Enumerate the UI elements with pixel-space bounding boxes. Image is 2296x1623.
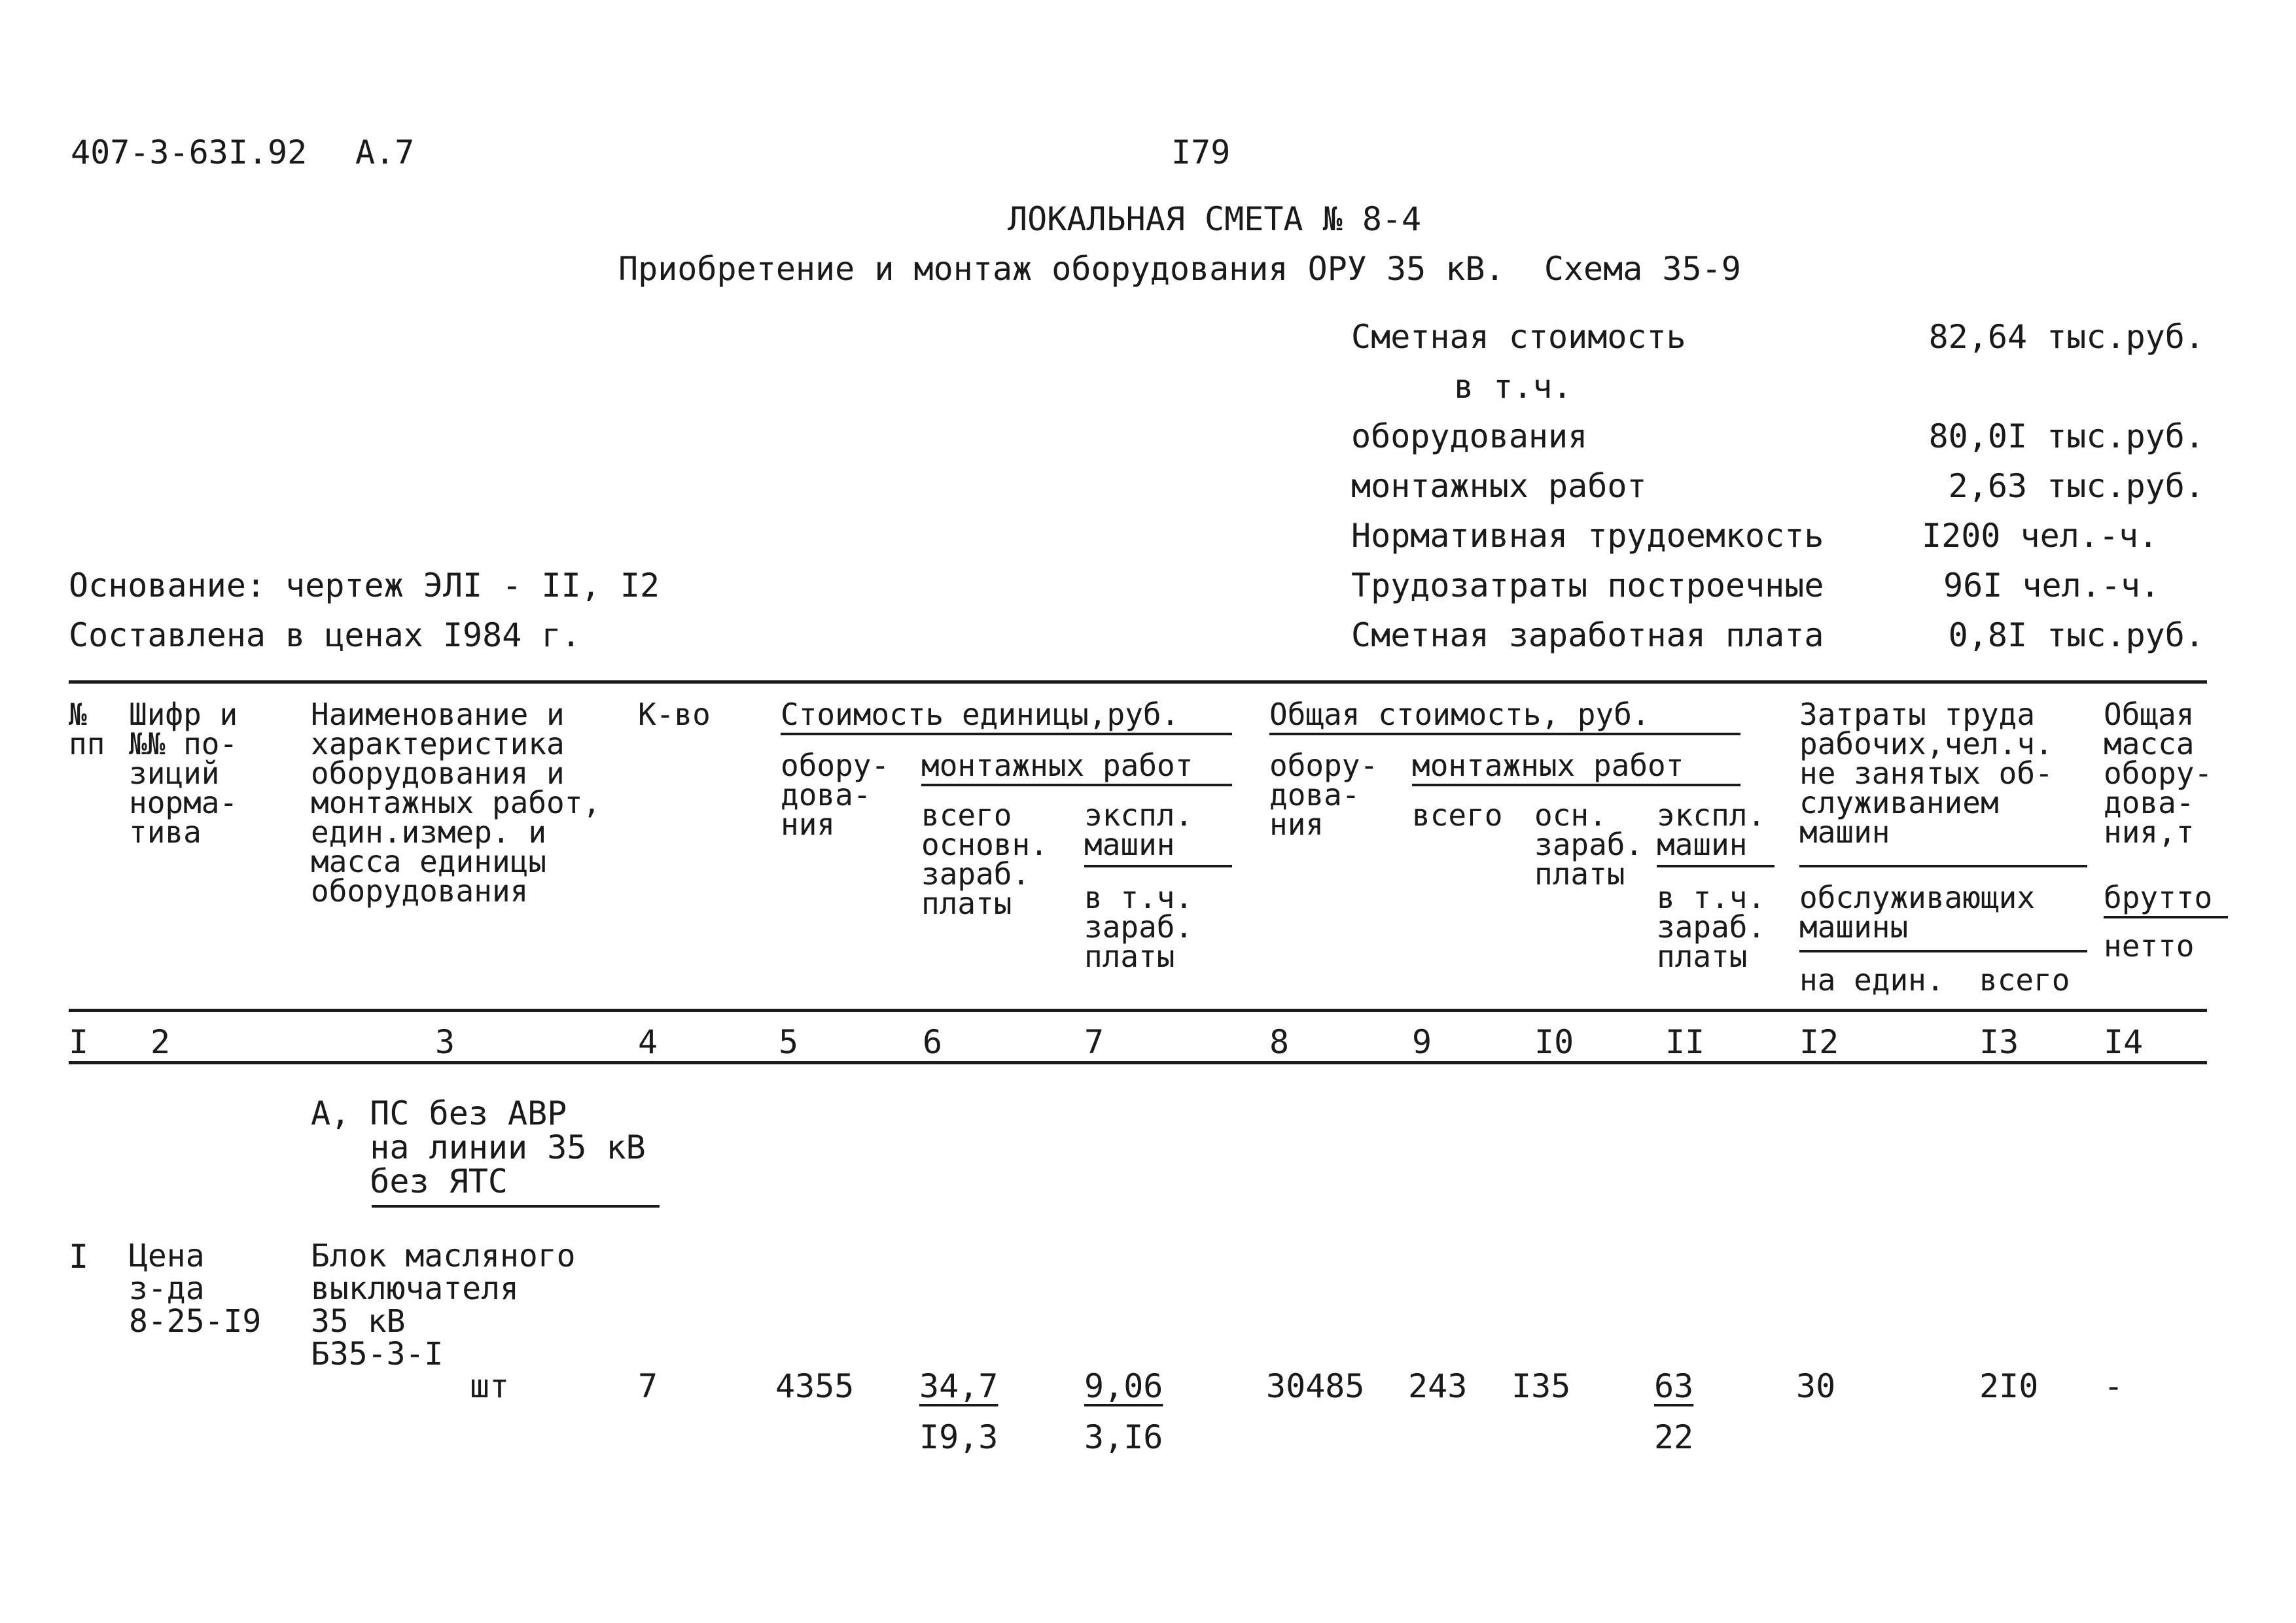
row-total-machines: 63 (1654, 1367, 1694, 1405)
column-number: 7 (1084, 1023, 1104, 1061)
summary-value: 2,63 тыс.руб. (1948, 467, 2204, 505)
header-labor-total: всего (1979, 962, 2070, 998)
underline (1084, 865, 1232, 867)
header-mass-gross: брутто (2104, 880, 2213, 915)
page-number: I79 (1171, 133, 1231, 171)
section-heading: А, ПС без АВР на линии 35 кВ без ЯТС (311, 1094, 646, 1200)
header-total-mounting: монтажных работ (1412, 748, 1684, 783)
table-top-rule (69, 680, 2207, 684)
basis-drawing: Основание: чертеж ЭЛI - II, I2 (69, 567, 660, 604)
row-total-equipment: 30485 (1266, 1367, 1365, 1405)
underline (1799, 865, 2087, 867)
estimate-title: ЛОКАЛЬНАЯ СМЕТА № 8-4 (1008, 200, 1422, 238)
header-unit-mounting: монтажных работ (921, 748, 1193, 783)
row-labor-total: 2I0 (1979, 1367, 2039, 1405)
header-unit-total-wage: всего основн. зараб. платы (921, 797, 1048, 922)
album-label: А.7 (355, 133, 415, 171)
underline (372, 1205, 660, 1208)
column-number: 6 (923, 1023, 943, 1061)
header-labor-service: обслуживающих машины (1799, 880, 2036, 945)
header-total-wage: осн. зараб. платы (1534, 797, 1644, 892)
header-total-machines: экспл. машин (1657, 797, 1766, 863)
summary-label: Нормативная трудоемкость (1351, 517, 1824, 555)
summary-value: 0,8I тыс.руб. (1948, 616, 2204, 654)
row-number: I (69, 1238, 89, 1276)
row-unit-total: 34,7 (919, 1367, 998, 1405)
table-header-rule (69, 1009, 2207, 1012)
header-row-number: № пп (69, 697, 105, 762)
summary-value: I200 чел.-ч. (1922, 517, 2159, 555)
column-number: 5 (779, 1023, 799, 1061)
summary-label: Трудозатраты построечные (1351, 567, 1824, 604)
column-number: I2 (1799, 1023, 1839, 1061)
summary-label: в т.ч. (1454, 368, 1572, 406)
column-number: 3 (435, 1023, 455, 1061)
header-labor: Затраты труда рабочих,чел.ч. не занятых об- служиванием машин (1799, 697, 2053, 850)
header-quantity: К-во (638, 697, 711, 732)
summary-value: 82,64 тыс.руб. (1928, 318, 2204, 356)
column-number: 9 (1412, 1023, 1432, 1061)
row-quantity: 7 (638, 1367, 658, 1405)
column-number: I (69, 1023, 89, 1061)
header-mass-net: нетто (2104, 928, 2195, 964)
column-number: II (1665, 1023, 1705, 1061)
column-number: I3 (1979, 1023, 2019, 1061)
underline (1269, 733, 1740, 735)
header-labor-per-unit: на един. (1799, 962, 1945, 998)
header-name: Наименование и характеристика оборудования и монтажных работ, един.измер. и масса единицы оборудования (311, 697, 601, 909)
row-unit-machine-wage: 3,I6 (1084, 1418, 1163, 1456)
header-unit-machine-wage: в т.ч. зараб. платы (1084, 880, 1193, 975)
header-total-machine-wage: в т.ч. зараб. платы (1657, 880, 1766, 975)
header-unit-machines: экспл. машин (1084, 797, 1193, 863)
row-unit-machines: 9,06 (1084, 1367, 1163, 1405)
column-number: 4 (638, 1023, 658, 1061)
header-norm-code: Шифр и №№ по- зиций норма- тива (129, 697, 238, 850)
row-unit: шт (470, 1367, 510, 1405)
summary-label: монтажных работ (1351, 467, 1647, 505)
summary-label: Сметная стоимость (1351, 318, 1686, 356)
underline (2104, 916, 2228, 918)
column-number: I4 (2104, 1023, 2144, 1061)
underline (1799, 950, 2087, 952)
summary-label: оборудования (1351, 417, 1588, 455)
summary-value: 80,0I тыс.руб. (1928, 417, 2204, 455)
underline (781, 733, 1232, 735)
row-name: Блок масляного выключателя 35 кВ Б35-3-I (311, 1238, 576, 1372)
row-mass: - (2104, 1367, 2124, 1405)
column-number: I0 (1534, 1023, 1574, 1061)
underline (1657, 865, 1775, 867)
row-total-machine-wage: 22 (1654, 1418, 1694, 1456)
header-unit-equipment: обору- дова- ния (781, 748, 890, 843)
column-number: 2 (150, 1023, 171, 1061)
underline (1412, 784, 1740, 786)
column-number: 8 (1269, 1023, 1290, 1061)
header-total-cost: Общая стоимость, руб. (1269, 697, 1650, 732)
basis-prices: Составлена в ценах I984 г. (69, 616, 581, 654)
row-labor-per-unit: 30 (1796, 1367, 1836, 1405)
row-total-wage: I35 (1511, 1367, 1571, 1405)
column-numbers-rule (69, 1061, 2207, 1064)
header-mass: Общая масса обору- дова- ния,т (2104, 697, 2213, 850)
row-unit-equipment: 4355 (775, 1367, 855, 1405)
row-unit-wage: I9,3 (919, 1418, 998, 1456)
doc-code: 407-3-63I.92 (71, 133, 308, 171)
estimate-subtitle: Приобретение и монтаж оборудования ОРУ 35 кВ. Схема 35-9 (618, 250, 1741, 288)
row-total-all: 243 (1408, 1367, 1468, 1405)
summary-value: 96I чел.-ч. (1943, 567, 2161, 604)
underline (921, 784, 1232, 786)
header-unit-cost: Стоимость единицы,руб. (781, 697, 1180, 732)
header-total-all: всего (1412, 797, 1503, 833)
summary-label: Сметная заработная плата (1351, 616, 1824, 654)
row-norm-code: Цена з-да 8-25-I9 (129, 1238, 262, 1340)
header-total-equipment: обору- дова- ния (1269, 748, 1379, 843)
